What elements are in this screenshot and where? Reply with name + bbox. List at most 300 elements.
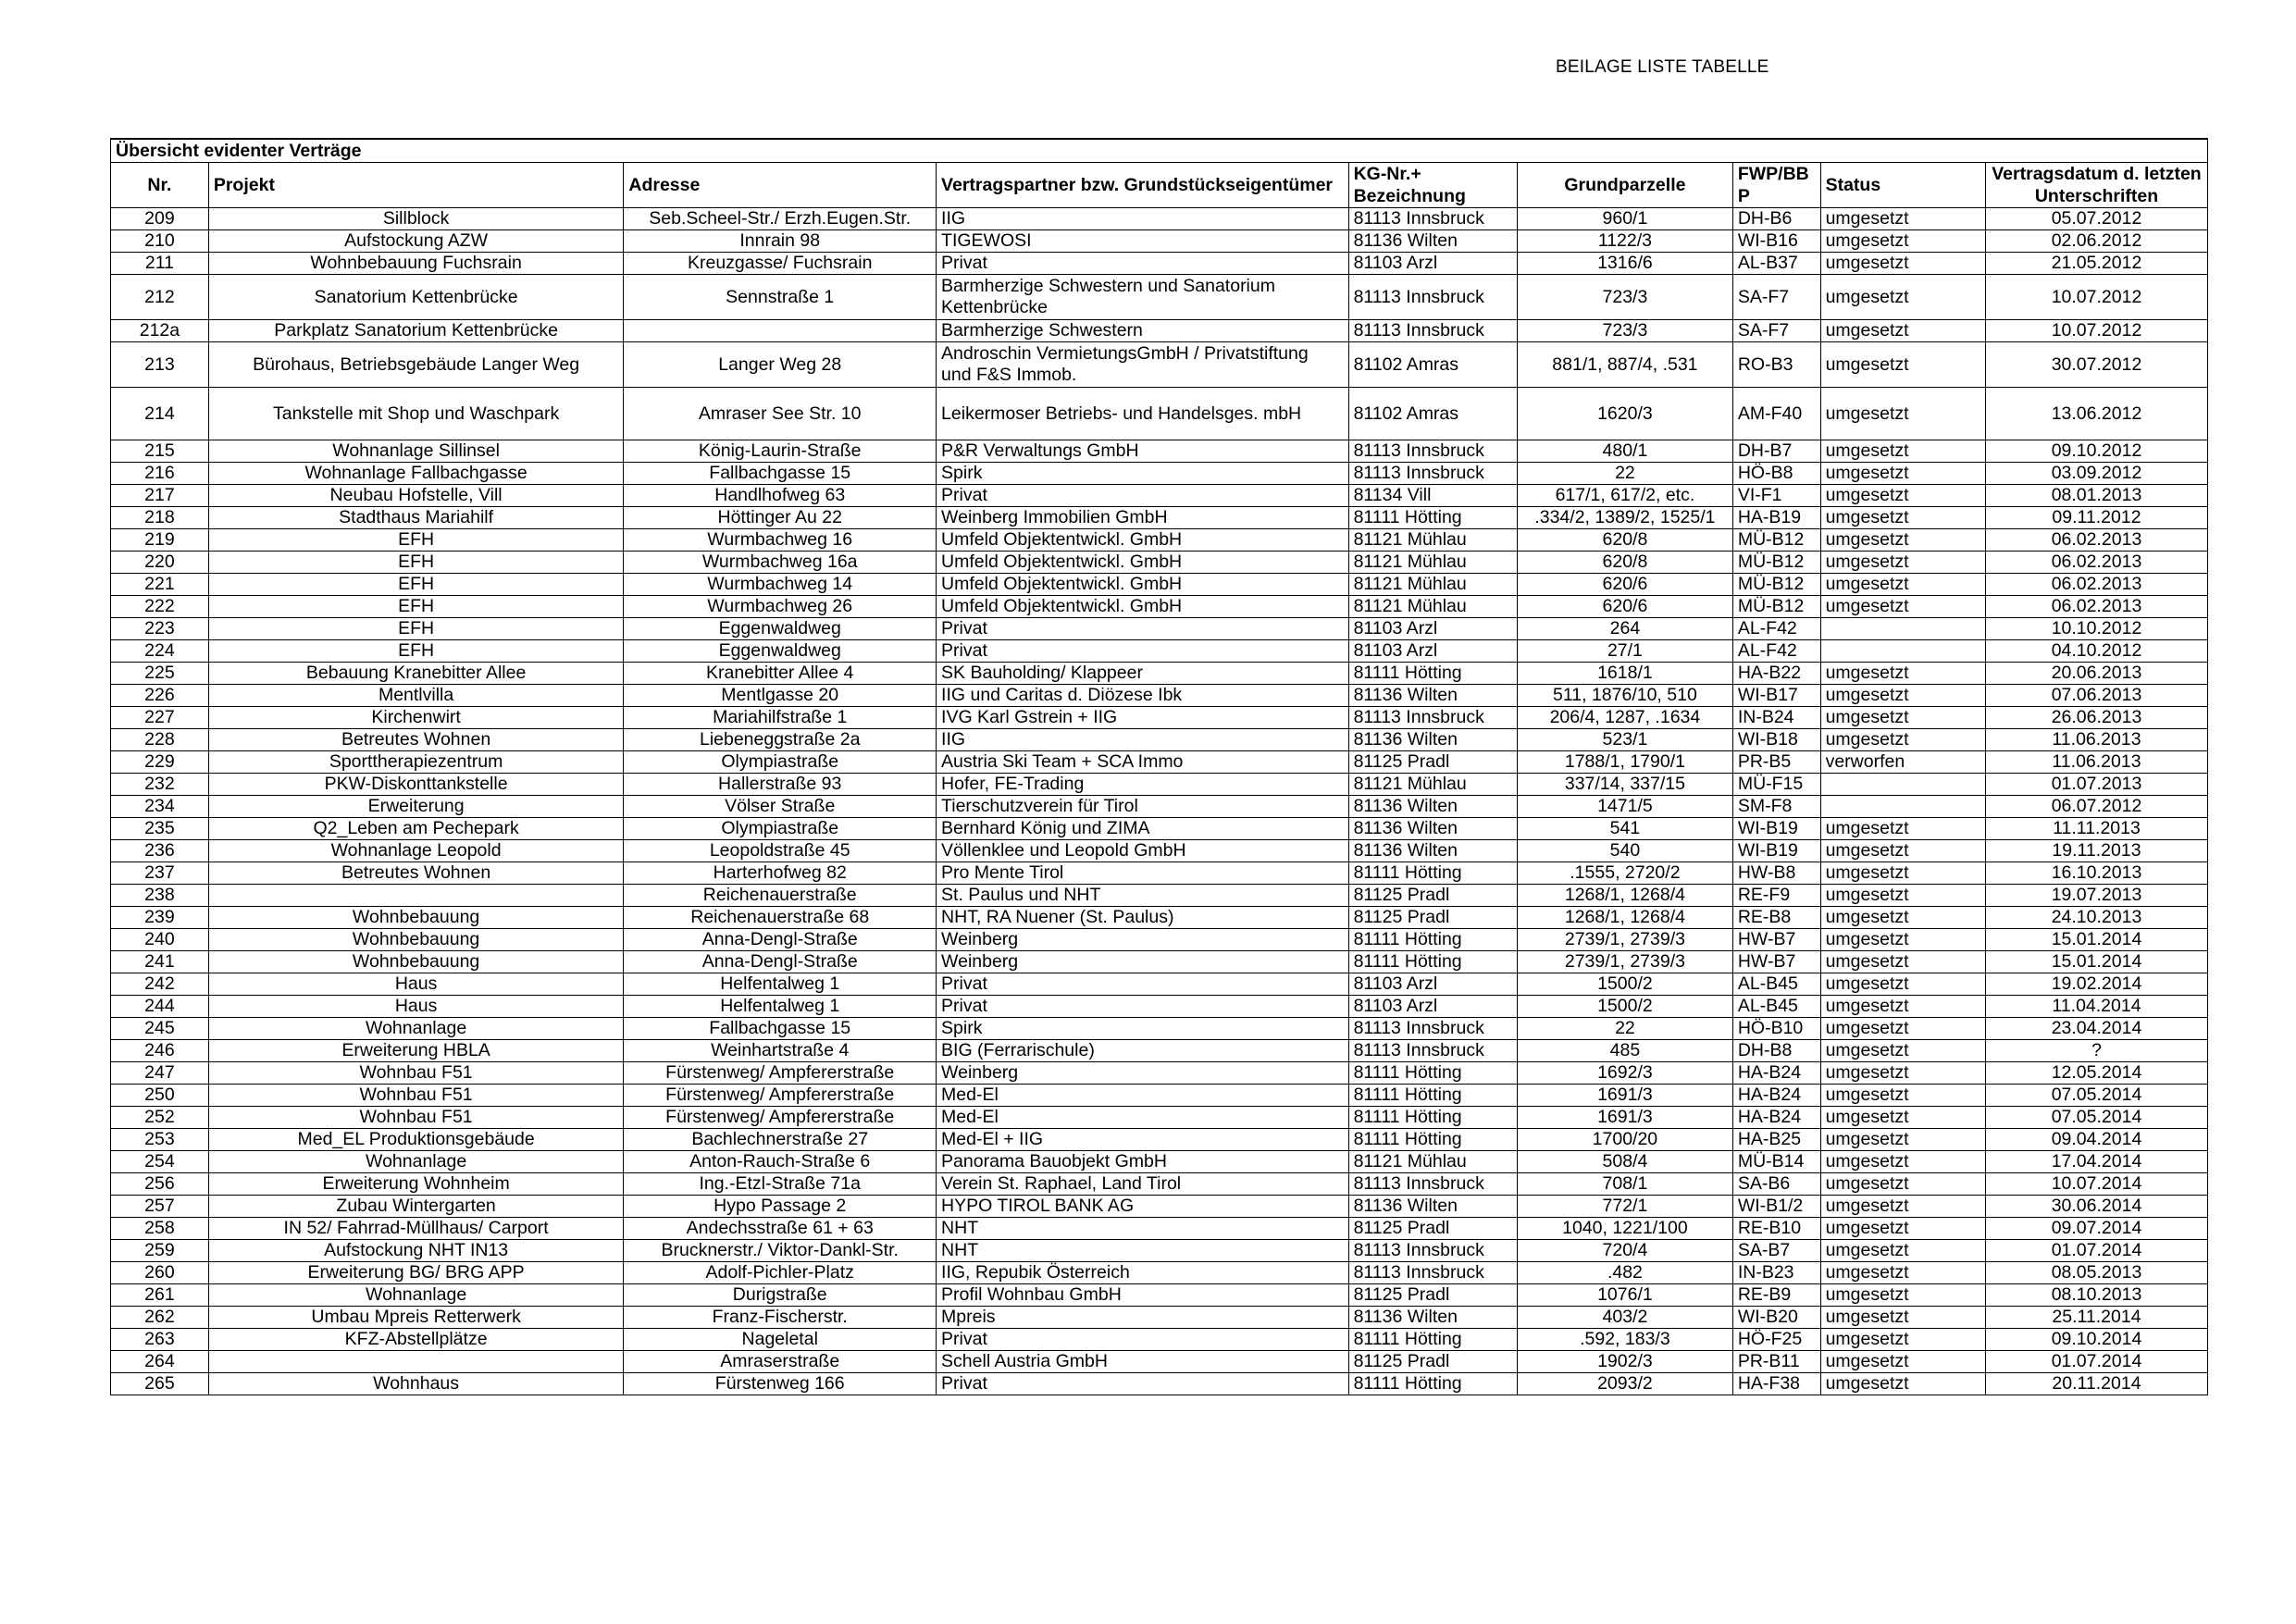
cell-status: umgesetzt <box>1820 885 1985 907</box>
cell-adresse: Amraserstraße <box>624 1351 937 1373</box>
cell-adresse: Liebeneggstraße 2a <box>624 729 937 751</box>
cell-status: umgesetzt <box>1820 1373 1985 1395</box>
table-row <box>111 640 2208 663</box>
cell-adresse: Fürstenweg 166 <box>624 1373 937 1395</box>
cell-adresse: Kreuzgasse/ Fuchsrain <box>624 253 937 275</box>
cell-status: umgesetzt <box>1820 1284 1985 1307</box>
cell-status: umgesetzt <box>1820 1173 1985 1196</box>
cell-datum: 17.04.2014 <box>1985 1151 2207 1173</box>
cell-vertragspartner: BIG (Ferrarischule) <box>937 1040 1349 1062</box>
table-row <box>111 1018 2208 1040</box>
cell-projekt: EFH <box>208 618 624 640</box>
cell-status <box>1820 640 1985 663</box>
cell-fwp: HÖ-F25 <box>1732 1329 1820 1351</box>
cell-grundparzelle: 1788/1, 1790/1 <box>1518 751 1733 774</box>
cell-kg: 81121 Mühlau <box>1348 552 1517 574</box>
cell-datum: 05.07.2012 <box>1985 208 2207 230</box>
cell-nr: 239 <box>111 907 209 929</box>
cell-datum: 09.10.2012 <box>1985 440 2207 463</box>
cell-grundparzelle: 485 <box>1518 1040 1733 1062</box>
cell-grundparzelle: 1692/3 <box>1518 1062 1733 1085</box>
cell-datum: 10.07.2014 <box>1985 1173 2207 1196</box>
cell-nr: 219 <box>111 529 209 552</box>
cell-grundparzelle: 620/8 <box>1518 529 1733 552</box>
cell-projekt: Bebauung Kranebitter Allee <box>208 663 624 685</box>
cell-datum: 20.06.2013 <box>1985 663 2207 685</box>
cell-nr: 253 <box>111 1129 209 1151</box>
cell-projekt: Neubau Hofstelle, Vill <box>208 485 624 507</box>
cell-fwp: AL-F42 <box>1732 640 1820 663</box>
cell-fwp: MÜ-F15 <box>1732 774 1820 796</box>
cell-adresse: Anna-Dengl-Straße <box>624 929 937 951</box>
cell-status: umgesetzt <box>1820 230 1985 253</box>
cell-kg: 81125 Pradl <box>1348 1284 1517 1307</box>
cell-kg: 81125 Pradl <box>1348 751 1517 774</box>
cell-grundparzelle: 1620/3 <box>1518 388 1733 440</box>
cell-datum: 06.02.2013 <box>1985 529 2207 552</box>
table-row <box>111 885 2208 907</box>
cell-projekt: EFH <box>208 640 624 663</box>
cell-grundparzelle: 1500/2 <box>1518 973 1733 996</box>
cell-status: umgesetzt <box>1820 275 1985 320</box>
table-row <box>111 1307 2208 1329</box>
cell-grundparzelle: 480/1 <box>1518 440 1733 463</box>
cell-datum: 12.05.2014 <box>1985 1062 2207 1085</box>
table-row <box>111 1151 2208 1173</box>
cell-grundparzelle: 2739/1, 2739/3 <box>1518 929 1733 951</box>
cell-datum: 19.02.2014 <box>1985 973 2207 996</box>
cell-fwp: SA-F7 <box>1732 275 1820 320</box>
cell-projekt: Bürohaus, Betriebsgebäude Langer Weg <box>208 342 624 388</box>
cell-projekt: EFH <box>208 552 624 574</box>
cell-nr: 262 <box>111 1307 209 1329</box>
cell-datum: 08.10.2013 <box>1985 1284 2207 1307</box>
cell-projekt: Erweiterung Wohnheim <box>208 1173 624 1196</box>
cell-nr: 235 <box>111 818 209 840</box>
cell-kg: 81103 Arzl <box>1348 996 1517 1018</box>
table-row <box>111 1062 2208 1085</box>
cell-kg: 81121 Mühlau <box>1348 596 1517 618</box>
table-row <box>111 929 2208 951</box>
cell-vertragspartner: Med-El <box>937 1107 1349 1129</box>
cell-kg: 81111 Hötting <box>1348 1085 1517 1107</box>
cell-nr: 229 <box>111 751 209 774</box>
cell-grundparzelle: 1471/5 <box>1518 796 1733 818</box>
cell-status: umgesetzt <box>1820 663 1985 685</box>
cell-grundparzelle: .482 <box>1518 1262 1733 1284</box>
cell-status: verworfen <box>1820 751 1985 774</box>
cell-nr: 227 <box>111 707 209 729</box>
cell-fwp: MÜ-B12 <box>1732 552 1820 574</box>
table-row <box>111 440 2208 463</box>
cell-fwp: DH-B6 <box>1732 208 1820 230</box>
cell-adresse: Olympiastraße <box>624 751 937 774</box>
cell-grundparzelle: 264 <box>1518 618 1733 640</box>
cell-nr: 264 <box>111 1351 209 1373</box>
cell-kg: 81111 Hötting <box>1348 951 1517 973</box>
cell-grundparzelle: 1040, 1221/100 <box>1518 1218 1733 1240</box>
cell-status <box>1820 618 1985 640</box>
cell-nr: 244 <box>111 996 209 1018</box>
cell-fwp: WI-B19 <box>1732 840 1820 862</box>
cell-grundparzelle: 1902/3 <box>1518 1351 1733 1373</box>
cell-grundparzelle: 881/1, 887/4, .531 <box>1518 342 1733 388</box>
table-row <box>111 1373 2208 1395</box>
cell-fwp: HA-B24 <box>1732 1107 1820 1129</box>
cell-adresse: Eggenwaldweg <box>624 618 937 640</box>
cell-vertragspartner: St. Paulus und NHT <box>937 885 1349 907</box>
cell-projekt <box>208 1351 624 1373</box>
cell-fwp: RE-B9 <box>1732 1284 1820 1307</box>
cell-fwp: WI-B18 <box>1732 729 1820 751</box>
cell-kg: 81111 Hötting <box>1348 929 1517 951</box>
cell-status <box>1820 774 1985 796</box>
cell-grundparzelle: 1122/3 <box>1518 230 1733 253</box>
cell-nr: 228 <box>111 729 209 751</box>
cell-kg: 81103 Arzl <box>1348 253 1517 275</box>
cell-status: umgesetzt <box>1820 685 1985 707</box>
col-header-grundparzelle: Grundparzelle <box>1518 163 1733 208</box>
cell-status: umgesetzt <box>1820 1085 1985 1107</box>
cell-adresse: Höttinger Au 22 <box>624 507 937 529</box>
cell-grundparzelle: 620/6 <box>1518 574 1733 596</box>
cell-status: umgesetzt <box>1820 1351 1985 1373</box>
cell-fwp: HW-B8 <box>1732 862 1820 885</box>
cell-fwp: MÜ-B14 <box>1732 1151 1820 1173</box>
cell-datum: 11.06.2013 <box>1985 729 2207 751</box>
cell-projekt: Haus <box>208 973 624 996</box>
cell-status: umgesetzt <box>1820 1196 1985 1218</box>
cell-grundparzelle: 1618/1 <box>1518 663 1733 685</box>
cell-fwp: MÜ-B12 <box>1732 529 1820 552</box>
cell-nr: 216 <box>111 463 209 485</box>
cell-status: umgesetzt <box>1820 929 1985 951</box>
cell-datum: 07.06.2013 <box>1985 685 2207 707</box>
cell-fwp: HA-B22 <box>1732 663 1820 685</box>
cell-nr: 241 <box>111 951 209 973</box>
cell-kg: 81136 Wilten <box>1348 729 1517 751</box>
cell-fwp: WI-B20 <box>1732 1307 1820 1329</box>
cell-status <box>1820 796 1985 818</box>
table-row <box>111 818 2208 840</box>
cell-projekt: Betreutes Wohnen <box>208 729 624 751</box>
cell-status: umgesetzt <box>1820 707 1985 729</box>
cell-projekt: Wohnbebauung <box>208 907 624 929</box>
cell-fwp: HA-B24 <box>1732 1085 1820 1107</box>
table-row <box>111 862 2208 885</box>
cell-adresse: Eggenwaldweg <box>624 640 937 663</box>
cell-datum: 23.04.2014 <box>1985 1018 2207 1040</box>
cell-kg: 81111 Hötting <box>1348 1329 1517 1351</box>
cell-grundparzelle: 1691/3 <box>1518 1107 1733 1129</box>
cell-kg: 81125 Pradl <box>1348 1351 1517 1373</box>
cell-kg: 81113 Innsbruck <box>1348 1018 1517 1040</box>
cell-kg: 81121 Mühlau <box>1348 1151 1517 1173</box>
cell-adresse: Wurmbachweg 26 <box>624 596 937 618</box>
cell-nr: 209 <box>111 208 209 230</box>
cell-projekt: Wohnanlage <box>208 1151 624 1173</box>
cell-datum: 24.10.2013 <box>1985 907 2207 929</box>
col-header-fwp: FWP/BBP <box>1732 163 1820 208</box>
cell-nr: 237 <box>111 862 209 885</box>
cell-fwp: AL-F42 <box>1732 618 1820 640</box>
cell-fwp: HW-B7 <box>1732 951 1820 973</box>
cell-datum: 03.09.2012 <box>1985 463 2207 485</box>
cell-datum: 09.07.2014 <box>1985 1218 2207 1240</box>
cell-projekt: Aufstockung AZW <box>208 230 624 253</box>
cell-datum: 16.10.2013 <box>1985 862 2207 885</box>
cell-adresse: Fürstenweg/ Ampfererstraße <box>624 1062 937 1085</box>
table-row <box>111 973 2208 996</box>
cell-adresse: Fürstenweg/ Ampfererstraße <box>624 1107 937 1129</box>
cell-datum: 21.05.2012 <box>1985 253 2207 275</box>
cell-adresse: Anton-Rauch-Straße 6 <box>624 1151 937 1173</box>
cell-datum: 10.07.2012 <box>1985 275 2207 320</box>
cell-projekt: Wohnbebauung <box>208 951 624 973</box>
cell-fwp: AL-B45 <box>1732 973 1820 996</box>
cell-adresse: Wurmbachweg 16 <box>624 529 937 552</box>
table-row <box>111 1173 2208 1196</box>
table-row <box>111 685 2208 707</box>
cell-datum: 06.07.2012 <box>1985 796 2207 818</box>
cell-vertragspartner: Spirk <box>937 463 1349 485</box>
cell-datum: 25.11.2014 <box>1985 1307 2207 1329</box>
table-row <box>111 463 2208 485</box>
cell-projekt: Umbau Mpreis Retterwerk <box>208 1307 624 1329</box>
cell-projekt: Wohnbau F51 <box>208 1107 624 1129</box>
cell-nr: 263 <box>111 1329 209 1351</box>
cell-datum: 10.10.2012 <box>1985 618 2207 640</box>
table-row <box>111 1351 2208 1373</box>
cell-vertragspartner: NHT <box>937 1240 1349 1262</box>
cell-vertragspartner: Austria Ski Team + SCA Immo <box>937 751 1349 774</box>
cell-projekt: Wohnbau F51 <box>208 1062 624 1085</box>
table-row <box>111 1218 2208 1240</box>
cell-projekt: Sanatorium Kettenbrücke <box>208 275 624 320</box>
cell-projekt: EFH <box>208 596 624 618</box>
cell-vertragspartner: Privat <box>937 640 1349 663</box>
cell-fwp: HA-F38 <box>1732 1373 1820 1395</box>
cell-grundparzelle: 540 <box>1518 840 1733 862</box>
cell-kg: 81136 Wilten <box>1348 685 1517 707</box>
cell-status: umgesetzt <box>1820 1040 1985 1062</box>
cell-status: umgesetzt <box>1820 1307 1985 1329</box>
cell-nr: 245 <box>111 1018 209 1040</box>
cell-projekt: Kirchenwirt <box>208 707 624 729</box>
cell-grundparzelle: 2093/2 <box>1518 1373 1733 1395</box>
cell-nr: 217 <box>111 485 209 507</box>
table-body <box>111 208 2208 1395</box>
cell-vertragspartner: Med-El <box>937 1085 1349 1107</box>
cell-grundparzelle: 206/4, 1287, .1634 <box>1518 707 1733 729</box>
cell-vertragspartner: Umfeld Objektentwickl. GmbH <box>937 552 1349 574</box>
cell-kg: 81111 Hötting <box>1348 862 1517 885</box>
cell-status: umgesetzt <box>1820 907 1985 929</box>
cell-nr: 221 <box>111 574 209 596</box>
cell-projekt: Zubau Wintergarten <box>208 1196 624 1218</box>
cell-grundparzelle: 511, 1876/10, 510 <box>1518 685 1733 707</box>
cell-projekt: Wohnanlage <box>208 1018 624 1040</box>
cell-datum: 07.05.2014 <box>1985 1085 2207 1107</box>
cell-kg: 81121 Mühlau <box>1348 774 1517 796</box>
cell-adresse: Langer Weg 28 <box>624 342 937 388</box>
cell-fwp: RE-B10 <box>1732 1218 1820 1240</box>
cell-adresse: Handlhofweg 63 <box>624 485 937 507</box>
table-row <box>111 253 2208 275</box>
cell-nr: 265 <box>111 1373 209 1395</box>
cell-fwp: DH-B7 <box>1732 440 1820 463</box>
col-header-adresse: Adresse <box>624 163 937 208</box>
table-row <box>111 388 2208 440</box>
cell-status: umgesetzt <box>1820 862 1985 885</box>
cell-vertragspartner: NHT <box>937 1218 1349 1240</box>
cell-vertragspartner: Privat <box>937 618 1349 640</box>
cell-kg: 81113 Innsbruck <box>1348 1173 1517 1196</box>
cell-vertragspartner: HYPO TIROL BANK AG <box>937 1196 1349 1218</box>
cell-vertragspartner: Pro Mente Tirol <box>937 862 1349 885</box>
cell-adresse: Kranebitter Allee 4 <box>624 663 937 685</box>
table-row <box>111 774 2208 796</box>
col-header-nr: Nr. <box>111 163 209 208</box>
cell-vertragspartner: Privat <box>937 996 1349 1018</box>
cell-grundparzelle: 720/4 <box>1518 1240 1733 1262</box>
cell-vertragspartner: Privat <box>937 1373 1349 1395</box>
cell-nr: 250 <box>111 1085 209 1107</box>
cell-grundparzelle: 960/1 <box>1518 208 1733 230</box>
cell-vertragspartner: Spirk <box>937 1018 1349 1040</box>
cell-projekt: EFH <box>208 574 624 596</box>
cell-vertragspartner: Privat <box>937 253 1349 275</box>
cell-fwp: AL-B37 <box>1732 253 1820 275</box>
cell-vertragspartner: Profil Wohnbau GmbH <box>937 1284 1349 1307</box>
cell-projekt: IN 52/ Fahrrad-Müllhaus/ Carport <box>208 1218 624 1240</box>
cell-datum: 11.04.2014 <box>1985 996 2207 1018</box>
cell-kg: 81121 Mühlau <box>1348 574 1517 596</box>
cell-nr: 232 <box>111 774 209 796</box>
cell-status: umgesetzt <box>1820 463 1985 485</box>
cell-adresse: Hallerstraße 93 <box>624 774 937 796</box>
cell-grundparzelle: 1500/2 <box>1518 996 1733 1018</box>
cell-fwp: SA-B7 <box>1732 1240 1820 1262</box>
cell-grundparzelle: .592, 183/3 <box>1518 1329 1733 1351</box>
cell-kg: 81136 Wilten <box>1348 230 1517 253</box>
cell-vertragspartner: Barmherzige Schwestern und Sanatorium Kettenbrücke <box>937 275 1349 320</box>
cell-grundparzelle: 620/8 <box>1518 552 1733 574</box>
cell-projekt: Wohnanlage <box>208 1284 624 1307</box>
cell-vertragspartner: Androschin VermietungsGmbH / Privatstiftung und F&S Immob. <box>937 342 1349 388</box>
cell-fwp: WI-B16 <box>1732 230 1820 253</box>
cell-kg: 81113 Innsbruck <box>1348 1240 1517 1262</box>
cell-grundparzelle: 708/1 <box>1518 1173 1733 1196</box>
cell-adresse: Völser Straße <box>624 796 937 818</box>
cell-datum: 01.07.2014 <box>1985 1240 2207 1262</box>
cell-nr: 226 <box>111 685 209 707</box>
cell-grundparzelle: .1555, 2720/2 <box>1518 862 1733 885</box>
cell-datum: 09.10.2014 <box>1985 1329 2207 1351</box>
cell-status: umgesetzt <box>1820 1107 1985 1129</box>
cell-projekt: Stadthaus Mariahilf <box>208 507 624 529</box>
table-row <box>111 596 2208 618</box>
cell-fwp: SA-F7 <box>1732 320 1820 342</box>
table-row <box>111 1085 2208 1107</box>
cell-grundparzelle: 541 <box>1518 818 1733 840</box>
col-header-status: Status <box>1820 163 1985 208</box>
cell-fwp: IN-B24 <box>1732 707 1820 729</box>
cell-vertragspartner: NHT, RA Nuener (St. Paulus) <box>937 907 1349 929</box>
cell-status: umgesetzt <box>1820 1129 1985 1151</box>
cell-datum: 06.02.2013 <box>1985 596 2207 618</box>
cell-vertragspartner: TIGEWOSI <box>937 230 1349 253</box>
cell-nr: 247 <box>111 1062 209 1085</box>
cell-adresse: Sennstraße 1 <box>624 275 937 320</box>
cell-status: umgesetzt <box>1820 342 1985 388</box>
cell-grundparzelle: 1076/1 <box>1518 1284 1733 1307</box>
cell-nr: 259 <box>111 1240 209 1262</box>
cell-datum: 11.11.2013 <box>1985 818 2207 840</box>
col-header-vertragspartner: Vertragspartner bzw. Grundstückseigentümer <box>937 163 1349 208</box>
cell-adresse <box>624 320 937 342</box>
col-header-projekt: Projekt <box>208 163 624 208</box>
cell-kg: 81102 Amras <box>1348 342 1517 388</box>
cell-grundparzelle: 772/1 <box>1518 1196 1733 1218</box>
cell-fwp: HÖ-B10 <box>1732 1018 1820 1040</box>
cell-nr: 234 <box>111 796 209 818</box>
cell-nr: 252 <box>111 1107 209 1129</box>
cell-fwp: WI-B19 <box>1732 818 1820 840</box>
cell-status: umgesetzt <box>1820 951 1985 973</box>
table-row <box>111 729 2208 751</box>
cell-projekt: PKW-Diskonttankstelle <box>208 774 624 796</box>
table-row <box>111 707 2208 729</box>
cell-fwp: WI-B1/2 <box>1732 1196 1820 1218</box>
cell-nr: 212 <box>111 275 209 320</box>
cell-vertragspartner: Tierschutzverein für Tirol <box>937 796 1349 818</box>
cell-adresse: Innrain 98 <box>624 230 937 253</box>
cell-nr: 240 <box>111 929 209 951</box>
cell-kg: 81125 Pradl <box>1348 907 1517 929</box>
cell-nr: 222 <box>111 596 209 618</box>
cell-vertragspartner: Weinberg <box>937 951 1349 973</box>
cell-grundparzelle: 1316/6 <box>1518 253 1733 275</box>
contracts-table <box>110 138 2208 1395</box>
cell-vertragspartner: Privat <box>937 1329 1349 1351</box>
cell-adresse: Reichenauerstraße 68 <box>624 907 937 929</box>
cell-fwp: HA-B25 <box>1732 1129 1820 1151</box>
cell-projekt: Med_EL Produktionsgebäude <box>208 1129 624 1151</box>
cell-fwp: PR-B11 <box>1732 1351 1820 1373</box>
cell-grundparzelle: 620/6 <box>1518 596 1733 618</box>
cell-vertragspartner: Verein St. Raphael, Land Tirol <box>937 1173 1349 1196</box>
cell-adresse: Amraser See Str. 10 <box>624 388 937 440</box>
cell-projekt: EFH <box>208 529 624 552</box>
cell-nr: 246 <box>111 1040 209 1062</box>
cell-nr: 215 <box>111 440 209 463</box>
cell-fwp: DH-B8 <box>1732 1040 1820 1062</box>
cell-adresse: Helfentalweg 1 <box>624 973 937 996</box>
table-row <box>111 1329 2208 1351</box>
cell-adresse: Anna-Dengl-Straße <box>624 951 937 973</box>
table-row <box>111 552 2208 574</box>
cell-projekt: Wohnanlage Sillinsel <box>208 440 624 463</box>
table-row <box>111 907 2208 929</box>
cell-kg: 81102 Amras <box>1348 388 1517 440</box>
cell-vertragspartner: Privat <box>937 973 1349 996</box>
cell-status: umgesetzt <box>1820 1018 1985 1040</box>
cell-nr: 223 <box>111 618 209 640</box>
cell-grundparzelle: 22 <box>1518 463 1733 485</box>
cell-kg: 81121 Mühlau <box>1348 529 1517 552</box>
cell-grundparzelle: .334/2, 1389/2, 1525/1 <box>1518 507 1733 529</box>
